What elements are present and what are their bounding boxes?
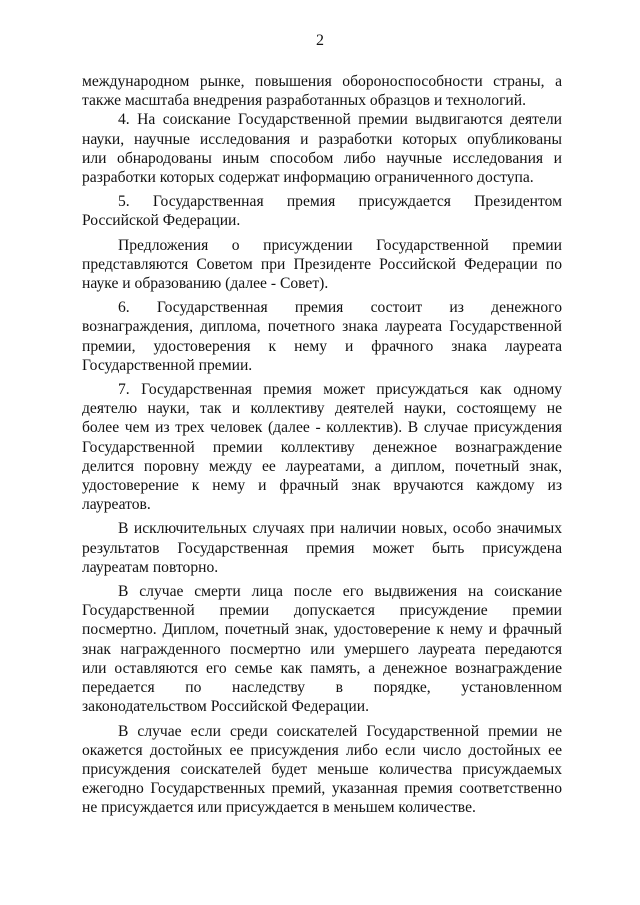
text-line: науке и образованию (далее - Совет). [82, 275, 329, 293]
text-line: международном рынке, повышения обороноспособности страны, а [82, 73, 562, 90]
paragraph [82, 298, 562, 375]
text-line: науки, научные исследования и разработки которых опубликованы [82, 130, 562, 148]
paragraph [82, 192, 562, 230]
text-line: или обнародованы иным способом либо научные исследования и [82, 149, 562, 167]
text-line: более чем из трех человек (далее - коллектив). В случае присуждения [82, 419, 562, 437]
text-line: законодательством Российской Федерации. [82, 698, 369, 716]
text-line: Предложения о присуждении Государственной премии [118, 236, 562, 254]
paragraph [82, 519, 562, 577]
text-line: деятелю науки, так и коллективу деятелей науки, состоящему не [82, 400, 562, 418]
text-line: 4. На соискание Государственной премии выдвигаются деятели [118, 111, 562, 129]
text-line: передается по наследству в порядке, установленном [82, 679, 562, 697]
document-body [82, 72, 562, 818]
text-line: посмертно. Диплом, почетный знак, удостоверение к нему и фрачный [82, 621, 562, 639]
text-line: знак награжденного посмертно или умершего лауреата передаются [82, 640, 562, 658]
paragraph [82, 722, 562, 818]
text-line: результатов Государственная премия может быть присуждена [82, 539, 562, 557]
text-line: делится поровну между ее лауреатами, а диплом, почетный знак, [82, 457, 562, 475]
text-line: 6. Государственная премия состоит из денежного [118, 299, 562, 317]
paragraph [82, 236, 562, 294]
text-line: 5. Государственная премия присуждается Президентом [118, 193, 562, 211]
text-line: представляются Советом при Президенте Российской Федерации по [82, 255, 562, 273]
text-line: не присуждается или присуждается в меньшем количестве. [82, 799, 476, 817]
text-line: 7. Государственная премия может присуждаться как одному [118, 381, 562, 399]
paragraph [82, 72, 562, 110]
text-line: В случае если среди соискателей Государственной премии не [118, 722, 562, 740]
text-line: Российской Федерации. [82, 212, 241, 230]
text-line: окажется достойных ее присуждения либо если число достойных ее [82, 741, 562, 759]
text-line: или оставляются его семье как память, а денежное вознаграждение [82, 659, 562, 677]
text-line: В исключительных случаях при наличии новых, особо значимых [118, 520, 562, 538]
paragraph [82, 380, 562, 514]
text-line: ежегодно Государственных премий, указанная премия соответственно [82, 780, 562, 798]
text-line: Государственной премии допускается присуждение премии [82, 602, 562, 620]
paragraph [82, 110, 562, 187]
text-line: В случае смерти лица после его выдвижения на соискание [118, 583, 562, 601]
page-number: 2 [316, 32, 324, 49]
text-line: Государственной премии. [82, 356, 253, 374]
text-line: также масштаба внедрения разработанных образцов и технологий. [82, 92, 527, 110]
text-line: премии, удостоверения к нему и фрачного знака лауреата [82, 337, 562, 355]
paragraph [82, 582, 562, 716]
text-line: присуждения соискателей будет меньше количества присуждаемых [82, 760, 562, 778]
text-line: Государственной премии коллективу денежное вознаграждение [82, 438, 562, 456]
text-line: вознаграждения, диплома, почетного знака лауреата Государственной [82, 318, 562, 336]
text-line: лауреатам повторно. [82, 558, 219, 576]
text-line: лауреатов. [82, 496, 151, 514]
text-line: разработки которых содержат информацию ограниченного доступа. [82, 169, 534, 187]
text-line: удостоверение к нему и фрачный знак вручаются каждому из [82, 477, 562, 495]
